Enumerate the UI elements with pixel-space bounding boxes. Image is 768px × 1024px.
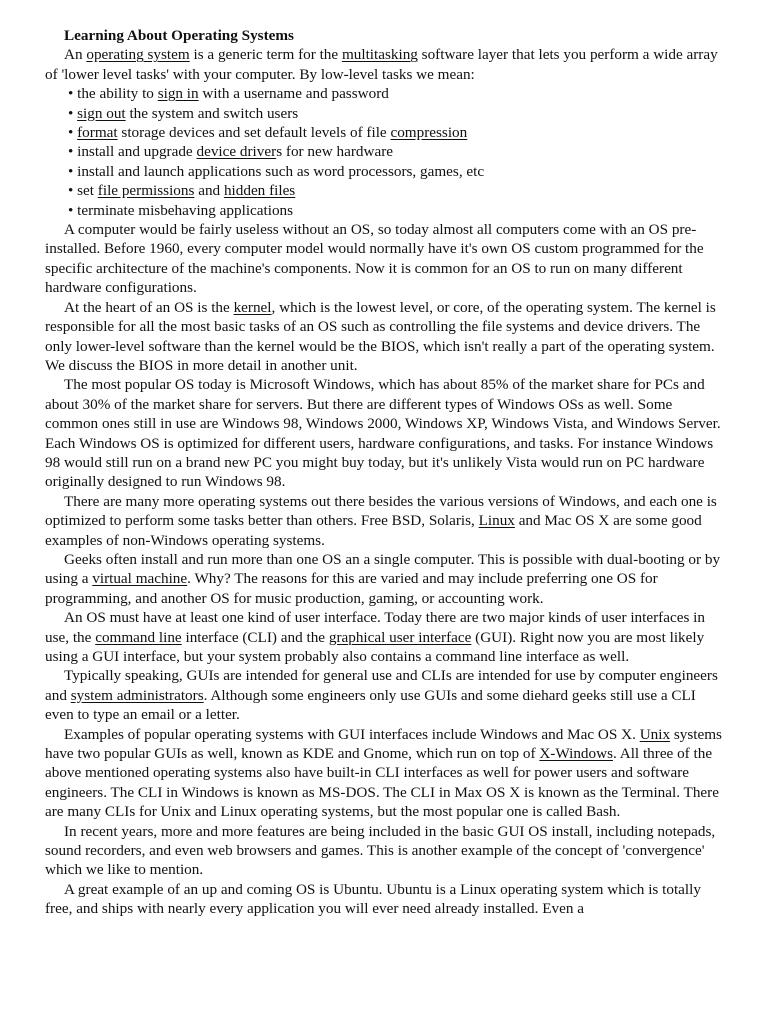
linked-term[interactable]: Unix <box>639 725 671 743</box>
body-paragraph: Typically speaking, GUIs are intended for general use and CLIs are intended for use by computer engineers and system administrators. Although some engineers only use GUIs and some diehard geeks still use a CLI even to type an email or a letter. <box>45 667 718 724</box>
body-paragraph: A great example of an up and coming OS is Ubuntu. Ubuntu is a Linux operating system which is totally free, and ships with nearly every application you will ever need already installed. Even a <box>45 880 701 918</box>
task-list-item: • terminate misbehaving applications <box>68 201 294 219</box>
body-paragraph: Geeks often install and run more than one OS an a single computer. This is possible with dual-booting or by using a virtual machine. Why? The reasons for this are varied and may include preferring one OS for programming, and another OS for music production, gaming, or accounting work. <box>45 550 721 607</box>
body-paragraph: At the heart of an OS is the kernel, which is the lowest level, or core, of the operating system. The kernel is responsible for all the most basic tasks of an OS such as controlling the file systems and device drivers. The only lower-level software than the kernel would be the BIOS, which isn't really a part of the operating system. We discuss the BIOS in more detail in another unit. <box>45 298 716 374</box>
task-list-item: • set file permissions and hidden files <box>68 182 296 200</box>
linked-term[interactable]: format <box>77 124 118 142</box>
body-paragraph: A computer would be fairly useless without an OS, so today almost all computers come with an OS pre-installed. Before 1960, every computer model would normally have it's own OS custom programmed for the specific architecture of the machine's components. Now it is common for an OS to run on many different hardware configurations. <box>45 221 704 297</box>
task-list-item: • sign out the system and switch users <box>68 104 299 122</box>
linked-term[interactable]: device driver <box>196 143 277 161</box>
linked-term[interactable]: X-Windows <box>539 745 613 763</box>
body-paragraph: The most popular OS today is Microsoft Windows, which has about 85% of the market share for PCs and about 30% of the market share for servers. But there are different types of Windows OSs as well. Some common ones still in use are Windows 98, Windows 2000, Windows XP, Windows Vista, and Windows Server. Each Windows OS is optimized for different users, hardware configurations, and tasks. For instance Windows 98 would still run on a brand new PC you might buy today, but it's unlikely Vista would run on PC hardware originally designed to run Windows 98. <box>45 376 721 491</box>
intro-paragraph: An operating system is a generic term for the multitasking software layer that lets you perform a wide array of 'lower level tasks' with your computer. By low-level tasks we mean: <box>45 46 718 83</box>
task-list <box>45 84 728 220</box>
linked-term[interactable]: sign out <box>77 104 126 122</box>
linked-term[interactable]: operating system <box>86 46 190 64</box>
document-title: Learning About Operating Systems <box>64 27 294 44</box>
linked-term[interactable]: kernel <box>233 298 272 316</box>
body-paragraph: An OS must have at least one kind of user interface. Today there are two major kinds of user interfaces in use, the command line interface (CLI) and the graphical user interface (GUI). Right now you are most likely using a GUI interface, but your system probably also contains a command line interface as well. <box>45 609 705 665</box>
task-list-item: • format storage devices and set default levels of file compression <box>68 124 468 142</box>
body-paragraph: In recent years, more and more features are being included in the basic GUI OS install, including notepads, sound recorders, and even web browsers and games. This is another example of the concept of 'convergence' which we like to mention. <box>45 822 716 879</box>
linked-term[interactable]: command line <box>95 628 182 646</box>
linked-term[interactable]: hidden files <box>223 182 296 200</box>
linked-term[interactable]: virtual machine <box>92 570 188 588</box>
linked-term[interactable]: system administrators <box>70 686 204 704</box>
task-list-item: • the ability to sign in with a username and password <box>68 85 389 103</box>
linked-term[interactable]: compression <box>390 124 468 142</box>
linked-term[interactable]: sign in <box>157 85 199 103</box>
linked-term[interactable]: multitasking <box>341 46 418 64</box>
linked-term[interactable]: file permissions <box>97 182 195 200</box>
task-list-item: • install and launch applications such as word processors, games, etc <box>68 162 485 180</box>
linked-term[interactable]: graphical user interface <box>328 628 472 646</box>
linked-term[interactable]: Linux <box>478 512 515 530</box>
task-list-item: • install and upgrade device drivers for new hardware <box>68 143 393 161</box>
body-paragraph: Examples of popular operating systems with GUI interfaces include Windows and Mac OS X. Unix systems have two popular GUIs as well, known as KDE and Gnome, which run on top of X-Windows. All three of the above mentioned operating systems also have built-in CLI interfaces as well for power users and software engineers. The CLI in Windows is known as MS-DOS. The CLI in Max OS X is known as the Terminal. There are many CLIs for Unix and Linux operating systems, but the most popular one is called Bash. <box>45 725 722 821</box>
body-paragraph: There are many more operating systems out there besides the various versions of Windows, and each one is optimized to perform some tasks better than others. Free BSD, Solaris, Linux and Mac OS X are some good examples of non-Windows operating systems. <box>45 492 717 549</box>
